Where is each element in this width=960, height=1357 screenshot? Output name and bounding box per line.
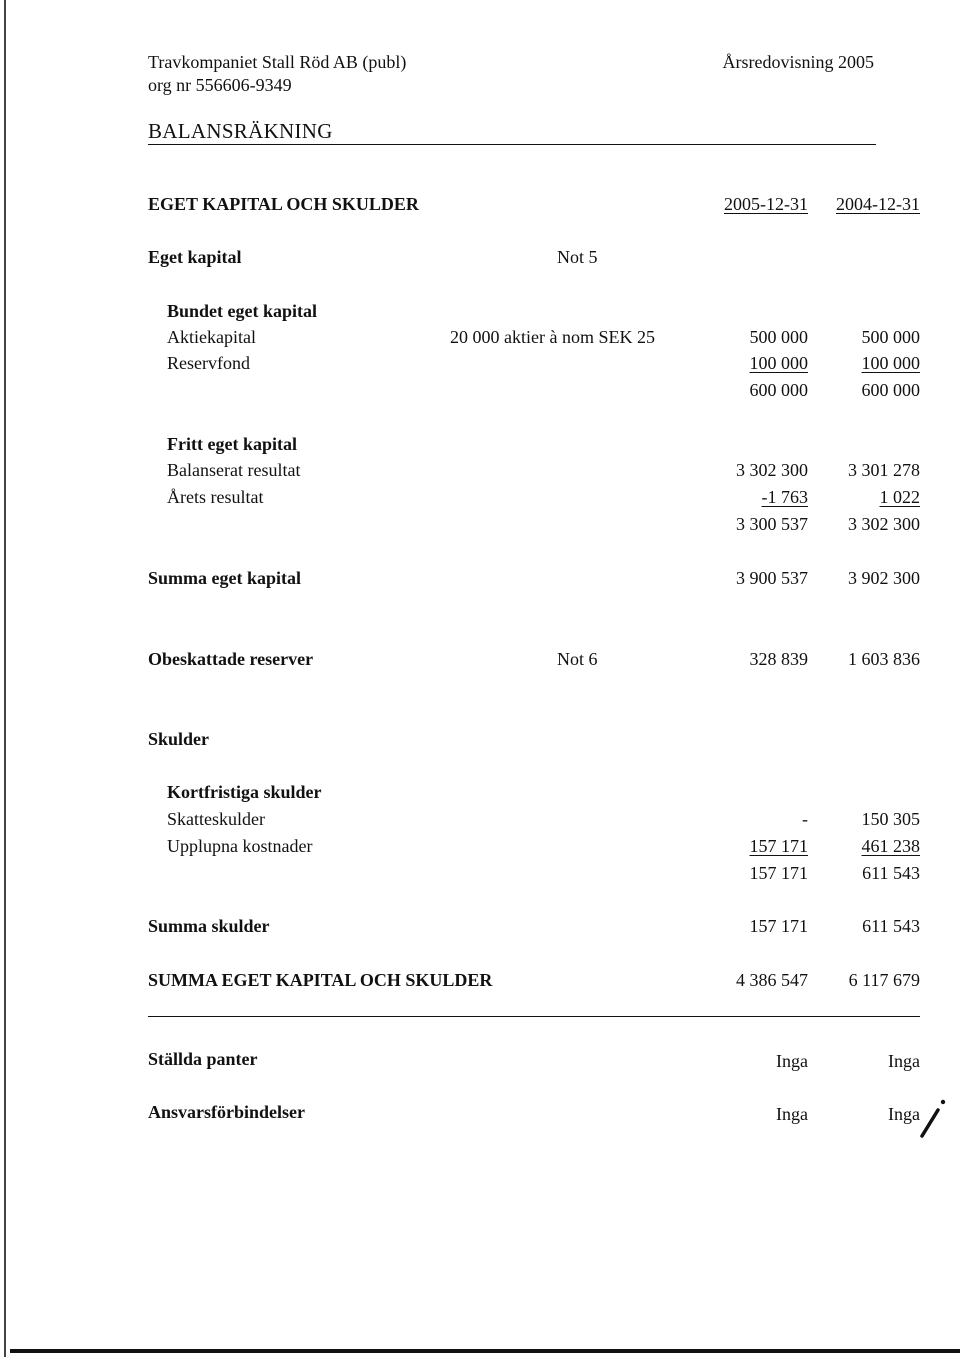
skatteskulder-label: Skatteskulder — [167, 809, 265, 829]
stallda-panter-2004: Inga — [888, 1051, 920, 1071]
bundet-sum-2004: 600 000 — [861, 380, 920, 400]
arets-resultat-label: Årets resultat — [167, 487, 264, 507]
page-title: BALANSRÄKNING — [148, 119, 333, 143]
balanserat-2004: 3 301 278 — [848, 460, 920, 480]
eget-kapital-label: Eget kapital — [148, 247, 242, 267]
reservfond-2004: 100 000 — [861, 353, 920, 373]
scan-edge-line — [4, 0, 6, 1357]
summa-total-2005: 4 386 547 — [736, 970, 808, 990]
org-number: org nr 556606-9349 — [148, 75, 292, 95]
section-heading: EGET KAPITAL OCH SKULDER — [148, 194, 419, 214]
bundet-sum-2005: 600 000 — [749, 380, 808, 400]
upplupna-2004: 461 238 — [861, 836, 920, 856]
aktiekapital-note: 20 000 aktier à nom SEK 25 — [450, 327, 655, 347]
summa-skulder-label: Summa skulder — [148, 916, 270, 936]
upplupna-label: Upplupna kostnader — [167, 836, 313, 856]
aktiekapital-2004: 500 000 — [861, 327, 920, 347]
arets-resultat-2004: 1 022 — [879, 487, 920, 507]
kortfristiga-heading: Kortfristiga skulder — [167, 782, 322, 802]
stallda-panter-2005: Inga — [776, 1051, 808, 1071]
bundet-heading: Bundet eget kapital — [167, 301, 318, 321]
arets-resultat-2005: -1 763 — [761, 487, 808, 507]
balanserat-label: Balanserat resultat — [167, 460, 301, 480]
title-underline — [148, 144, 876, 145]
column-header-2004: 2004-12-31 — [836, 194, 920, 214]
skatteskulder-2005: - — [802, 809, 808, 829]
obeskattade-label: Obeskattade reserver — [148, 649, 314, 669]
company-name: Travkompaniet Stall Röd AB (publ) — [148, 52, 407, 72]
handwritten-tick-icon — [910, 1092, 950, 1142]
kortfristiga-sum-2005: 157 171 — [749, 863, 808, 883]
fritt-sum-2005: 3 300 537 — [736, 514, 808, 534]
ansvars-label: Ansvarsförbindelser — [148, 1102, 305, 1122]
summa-total-2004: 6 117 679 — [848, 970, 920, 990]
obeskattade-note: Not 6 — [557, 649, 598, 669]
summa-skulder-2004: 611 543 — [862, 916, 920, 936]
stallda-panter-label: Ställda panter — [148, 1049, 258, 1069]
summa-skulder-2005: 157 171 — [749, 916, 808, 936]
upplupna-2005: 157 171 — [749, 836, 808, 856]
report-title: Årsredovisning 2005 — [722, 52, 874, 72]
obeskattade-2004: 1 603 836 — [848, 649, 920, 669]
aktiekapital-label: Aktiekapital — [167, 327, 256, 347]
balanserat-2005: 3 302 300 — [736, 460, 808, 480]
kortfristiga-sum-2004: 611 543 — [862, 863, 920, 883]
summa-eget-2005: 3 900 537 — [736, 568, 808, 588]
aktiekapital-2005: 500 000 — [749, 327, 808, 347]
ansvars-2004: Inga — [888, 1104, 920, 1124]
reservfond-label: Reservfond — [167, 353, 250, 373]
bottom-scan-bar — [10, 1349, 960, 1353]
ansvars-2005: Inga — [776, 1104, 808, 1124]
divider-line — [148, 1016, 920, 1017]
fritt-sum-2004: 3 302 300 — [848, 514, 920, 534]
skatteskulder-2004: 150 305 — [861, 809, 920, 829]
summa-eget-label: Summa eget kapital — [148, 568, 301, 588]
reservfond-2005: 100 000 — [749, 353, 808, 373]
eget-kapital-note: Not 5 — [557, 247, 598, 267]
obeskattade-2005: 328 839 — [749, 649, 808, 669]
column-header-2005: 2005-12-31 — [724, 194, 808, 214]
fritt-heading: Fritt eget kapital — [167, 434, 297, 454]
summa-eget-2004: 3 902 300 — [848, 568, 920, 588]
summa-total-label: SUMMA EGET KAPITAL OCH SKULDER — [148, 970, 493, 990]
skulder-label: Skulder — [148, 729, 210, 749]
